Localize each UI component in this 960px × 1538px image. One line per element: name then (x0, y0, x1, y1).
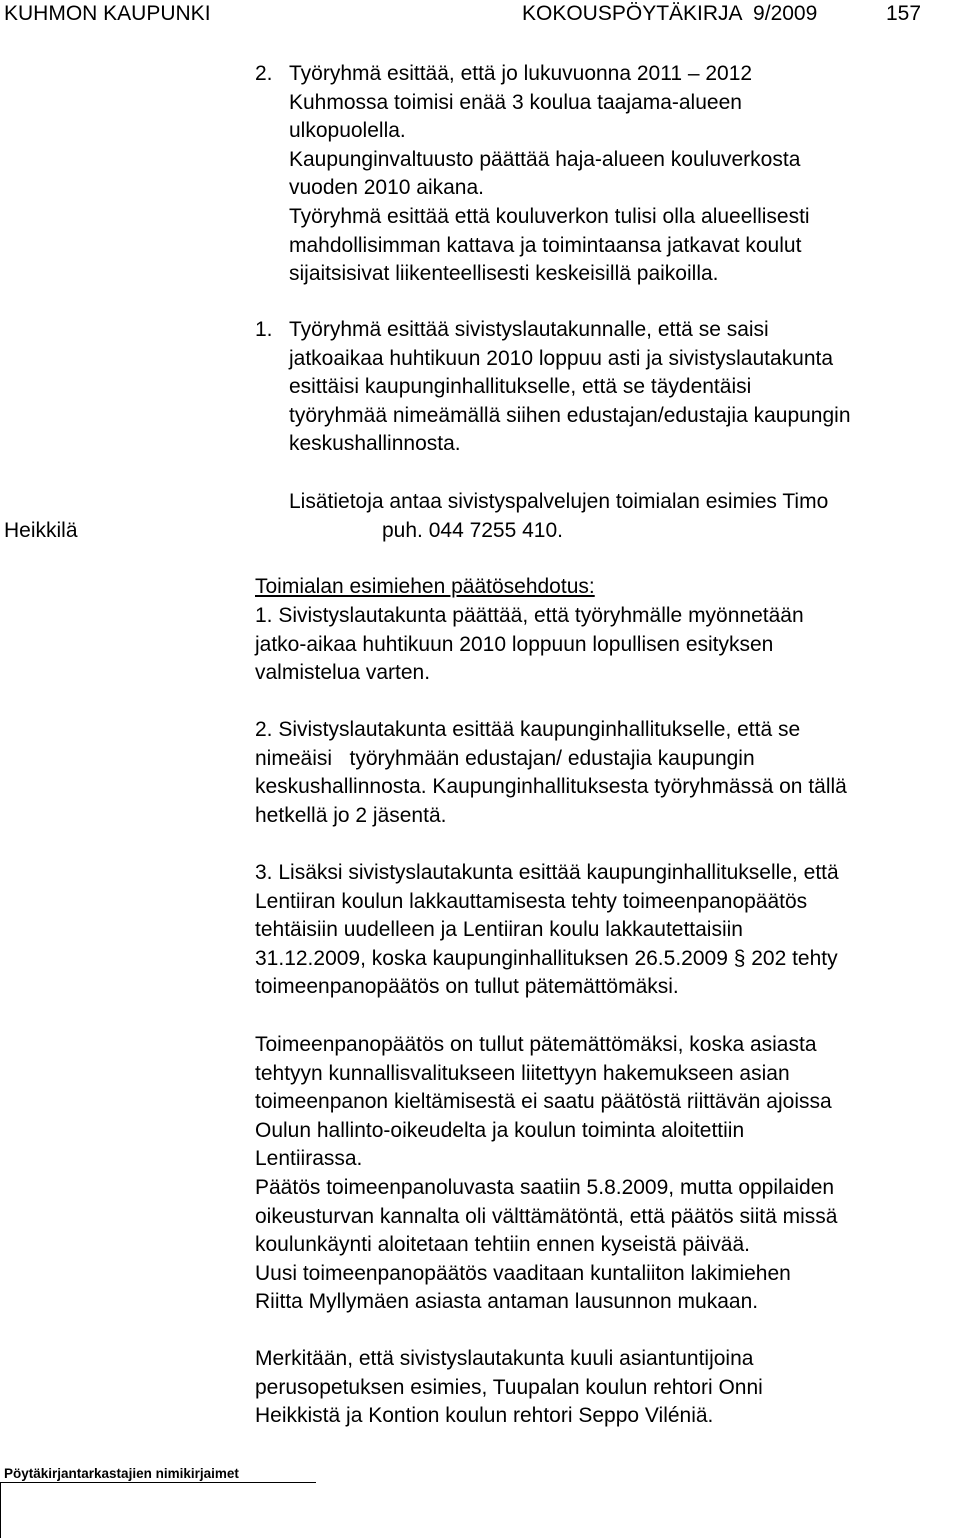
item2-line: Työryhmä esittää, että jo lukuvuonna 2011 – 2012 (289, 62, 753, 85)
proposal-line: perusopetuksen esimies, Tuupalan koulun rehtori Onni (255, 1375, 763, 1399)
organization-name: KUHMON KAUPUNKI (4, 2, 211, 25)
proposal-paragraph-4 (255, 1031, 837, 1317)
proposal-line: Oulun hallinto-oikeudelta ja koulun toiminta aloitettiin (255, 1118, 745, 1142)
item2-number: 2. (255, 62, 273, 85)
proposal-paragraph-2 (255, 716, 847, 830)
item1-line: työryhmää nimeämällä siihen edustajan/edustajia kaupungin (289, 403, 851, 427)
proposal-line: 1. Sivistyslautakunta päättää, että työryhmälle myönnetään (255, 604, 804, 627)
proposal-line: jatko-aikaa huhtikuun 2010 loppuun lopullisen esityksen (255, 632, 774, 656)
proposal-line: keskushallinnosta. Kaupunginhallituksesta työryhmässä on tällä (255, 775, 847, 799)
info-line-2: puh. 044 7255 410. (382, 519, 564, 542)
item1-number: 1. (255, 318, 273, 341)
item1-line: Työryhmä esittää sivistyslautakunnalle, että se saisi (289, 318, 769, 341)
proposal-line: 3. Lisäksi sivistyslautakunta esittää kaupunginhallitukselle, että (255, 861, 839, 884)
item1-line: keskushallinnosta. (289, 432, 461, 456)
proposal-paragraph-1 (255, 602, 804, 688)
proposal-line: Merkitään, että sivistyslautakunta kuuli asiantuntijoina (255, 1347, 754, 1370)
item2-line: mahdollisimman kattava ja toimintaansa jatkavat koulut (289, 233, 802, 257)
proposal-line: Lentiiran koulun lakkauttamisesta tehty toimeenpanopäätös (255, 889, 808, 913)
proposal-line: Toimeenpanopäätös on tullut pätemättömäksi, koska asiasta (255, 1033, 817, 1056)
proposal-line: toimeenpanopäätös on tullut pätemättömäksi. (255, 975, 679, 999)
proposal-paragraph-5 (255, 1345, 763, 1431)
footer-label: Pöytäkirjantarkastajien nimikirjaimet (4, 1466, 239, 1481)
item2-line: Kaupunginvaltuusto päättää haja-alueen kouluverkosta (289, 147, 801, 171)
proposal-line: valmistelua varten. (255, 661, 431, 685)
proposal-line: koulunkäynti aloitetaan tehtiin ennen kyseistä päivää. (255, 1233, 750, 1257)
proposal-line: 31.12.2009, koska kaupunginhallituksen 26.5.2009 § 202 tehty (255, 946, 838, 970)
item2-line: vuoden 2010 aikana. (289, 176, 484, 200)
item1-text (289, 316, 851, 459)
item1-line: jatkoaikaa huhtikuun 2010 loppuu asti ja sivistyslautakunta (289, 346, 834, 370)
proposal-line: tehtyyn kunnallisvalitukseen liitettyyn hakemukseen asian (255, 1061, 790, 1085)
item1-line: esittäisi kaupunginhallitukselle, että se täydentäisi (289, 375, 752, 399)
proposal-line: hetkellä jo 2 jäsentä. (255, 803, 447, 827)
footer-box-edge (0, 1482, 1, 1538)
proposal-line: Lentiirassa. (255, 1147, 363, 1171)
proposal-line: Heikkistä ja Kontion koulun rehtori Seppo Viléniä. (255, 1404, 714, 1428)
proposal-line: Uusi toimeenpanopäätös vaaditaan kuntaliiton lakimiehen (255, 1261, 791, 1285)
proposal-line: Riitta Myllymäen asiasta antaman lausunnon mukaan. (255, 1290, 759, 1314)
proposal-line: tehtäisiin uudelleen ja Lentiiran koulu lakkautettaisiin (255, 918, 743, 942)
proposal-line: oikeusturvan kannalta oli välttämätöntä, että päätös siitä missä (255, 1204, 838, 1228)
proposal-line: toimeenpanon kieltämisestä ei saatu päätöstä riittävän ajoissa (255, 1090, 832, 1114)
proposal-paragraph-3 (255, 859, 839, 1002)
page-number: 157 (886, 2, 922, 25)
item2-line: Kuhmossa toimisi enää 3 koulua taajama-alueen (289, 90, 742, 114)
document-type: KOKOUSPÖYTÄKIRJA 9/2009 (522, 2, 818, 25)
margin-name: Heikkilä (4, 519, 78, 542)
footer-underline (0, 1482, 316, 1483)
proposal-heading: Toimialan esimiehen päätösehdotus: (255, 575, 595, 598)
proposal-line: nimeäisi työryhmään edustajan/ edustajia kaupungin (255, 746, 755, 770)
proposal-line: 2. Sivistyslautakunta esittää kaupunginhallitukselle, että se (255, 718, 801, 741)
item2-line: Työryhmä esittää että kouluverkon tulisi olla alueellisesti (289, 204, 810, 228)
item2-line: sijaitsisivat liikenteellisesti keskeisillä paikoilla. (289, 262, 719, 286)
info-line-1: Lisätietoja antaa sivistyspalvelujen toimialan esimies Timo (289, 490, 829, 513)
item2-text (289, 60, 810, 289)
item2-line: ulkopuolella. (289, 119, 406, 143)
proposal-line: Päätös toimeenpanoluvasta saatiin 5.8.2009, mutta oppilaiden (255, 1175, 835, 1199)
